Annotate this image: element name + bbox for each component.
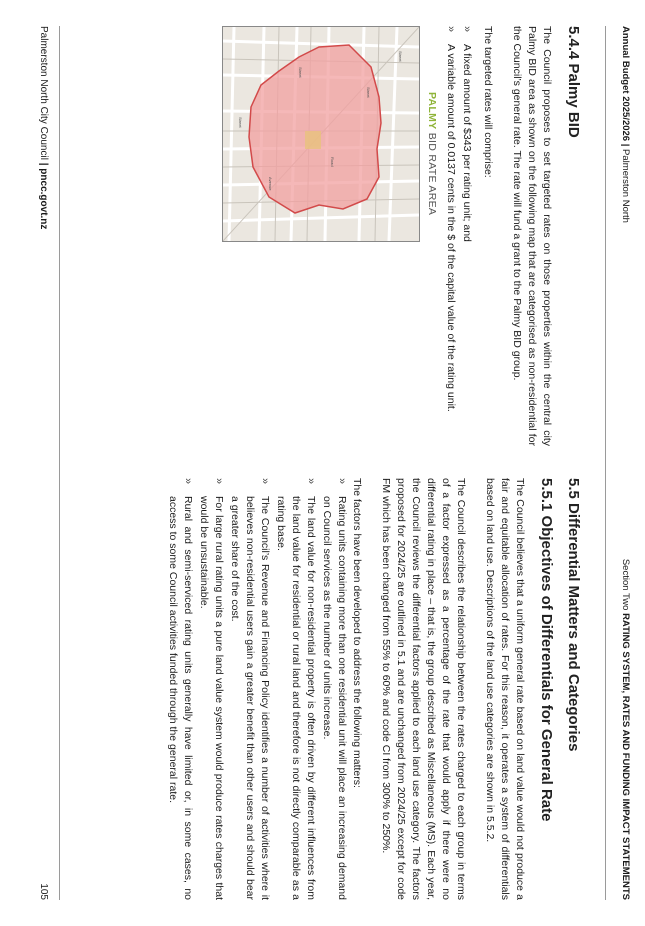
svg-text:Street: Street	[238, 117, 243, 128]
double-chevron-right-icon: »	[445, 26, 457, 33]
footer-divider	[59, 26, 60, 900]
list-item-text: A fixed amount of $343 per rating unit; and	[461, 44, 473, 242]
footer-separator: |	[38, 159, 49, 169]
paragraph-differential-factors: The Council describes the relationship between the rates charged to each group in terms of a factor expressed as a percentage of the rate that would apply if there were no differential rating in place – that is, the group described as Miscellaneous (MS). Each year, the Council reviews the differential factors applied to each land use category. The factors proposed for 2024/25 are outlined in 5.1 and are unchanged from 2024/25 except for code FM which has been changed from 55% to 60% and code CI from 300% to 250%.	[380, 478, 467, 900]
right-column	[164, 478, 581, 900]
double-chevron-right-icon: »	[305, 478, 317, 485]
header-left	[620, 26, 631, 223]
header-city: Palmerston North	[620, 149, 631, 223]
header-section-prefix: Section Two	[620, 558, 631, 614]
bid-rate-area-map	[222, 26, 420, 242]
header-divider	[605, 26, 606, 900]
double-chevron-right-icon: »	[259, 478, 271, 485]
section-heading-differentials: 5.5 Differential Matters and Categories	[565, 478, 582, 752]
page-header	[615, 26, 631, 900]
paragraph-factors-lead: The factors have been developed to address the following matters:	[351, 478, 363, 788]
paragraph-uniform-rate: The Council believes that a uniform general rate based on land value would not produce a fair and equitable allocation of rates. For this reason, it operates a system of differentials based on land use. Descriptions of the land use categories are shown in 5.5.2.	[484, 478, 526, 900]
list-item-text: The land value for non-residential property is often driven by different influences from the land value for residential or rural land and therefore is not directly comparable as a rating base.	[275, 496, 317, 900]
svg-text:Street: Street	[366, 87, 371, 98]
list-item	[443, 26, 458, 446]
svg-text:Road: Road	[330, 157, 335, 167]
footer-website-link[interactable]: pncc.govt.nz	[38, 168, 49, 230]
list-item	[319, 478, 349, 900]
list-item-text: For large rural rating units a pure land value system would produce rates charges that would be unsustainable.	[198, 496, 225, 900]
svg-text:Street: Street	[398, 51, 403, 62]
list-item-text: The Council’s Revenue and Financing Policy identifies a number of activities where it believes non-residential users gain a greater benefit than other users and should bear a greater share of the cost.	[229, 496, 271, 900]
paragraph-targeted-rates-lead: The targeted rates will comprise:	[482, 26, 494, 178]
subsection-heading-objectives: 5.5.1 Objectives of Differentials for General Rate	[538, 478, 555, 822]
palmy-logo-text: PALMY	[426, 92, 438, 130]
double-chevron-right-icon: »	[182, 478, 194, 485]
list-item	[165, 478, 195, 900]
map-graphic	[223, 27, 419, 241]
list-item	[273, 478, 318, 900]
bid-rate-area-label: BID RATE AREA	[426, 132, 438, 216]
double-chevron-right-icon: »	[461, 26, 473, 33]
page-footer	[33, 26, 49, 900]
left-column	[222, 26, 581, 446]
list-item-text: Rating units containing more than one residential unit will place an increasing demand on Council services as the number of units increase.	[321, 496, 348, 900]
list-item	[196, 478, 226, 900]
map-legend	[424, 92, 439, 446]
header-section-title: RATING SYSTEM, RATES AND FUNDING IMPACT STATEMENTS	[620, 613, 631, 900]
double-chevron-right-icon: »	[336, 478, 348, 485]
footer-left	[38, 26, 49, 229]
section-heading-palmy-bid: 5.4.4 Palmy BID	[565, 26, 582, 138]
header-budget-title: Annual Budget 2025/2026	[620, 26, 631, 142]
list-item-text: A variable amount of 0.0137 cents in the $ of the capital value of the rating unit.	[445, 44, 457, 412]
page-number: 105	[38, 883, 49, 900]
svg-text:Street: Street	[298, 67, 303, 78]
factors-list	[165, 478, 349, 900]
list-item	[459, 26, 474, 446]
header-right	[620, 559, 631, 900]
header-separator: |	[620, 141, 631, 150]
paragraph-palmy-bid-intro: The Council proposes to set targeted rates on those properties within the central city Palmy BID area as shown on the following map that are categorised as non-residential for the Council’s general rate. The rate will fund a grant to the Palmy BID group.	[511, 26, 553, 446]
targeted-rates-list	[443, 26, 474, 446]
double-chevron-right-icon: »	[213, 478, 225, 485]
list-item-text: Rural and semi-serviced rating units generally have limited or, in some cases, no access to some Council activities funded through the general rate.	[167, 496, 194, 900]
footer-org: Palmerston North City Council	[38, 26, 49, 160]
list-item	[227, 478, 272, 900]
svg-text:Avenue: Avenue	[268, 177, 273, 191]
